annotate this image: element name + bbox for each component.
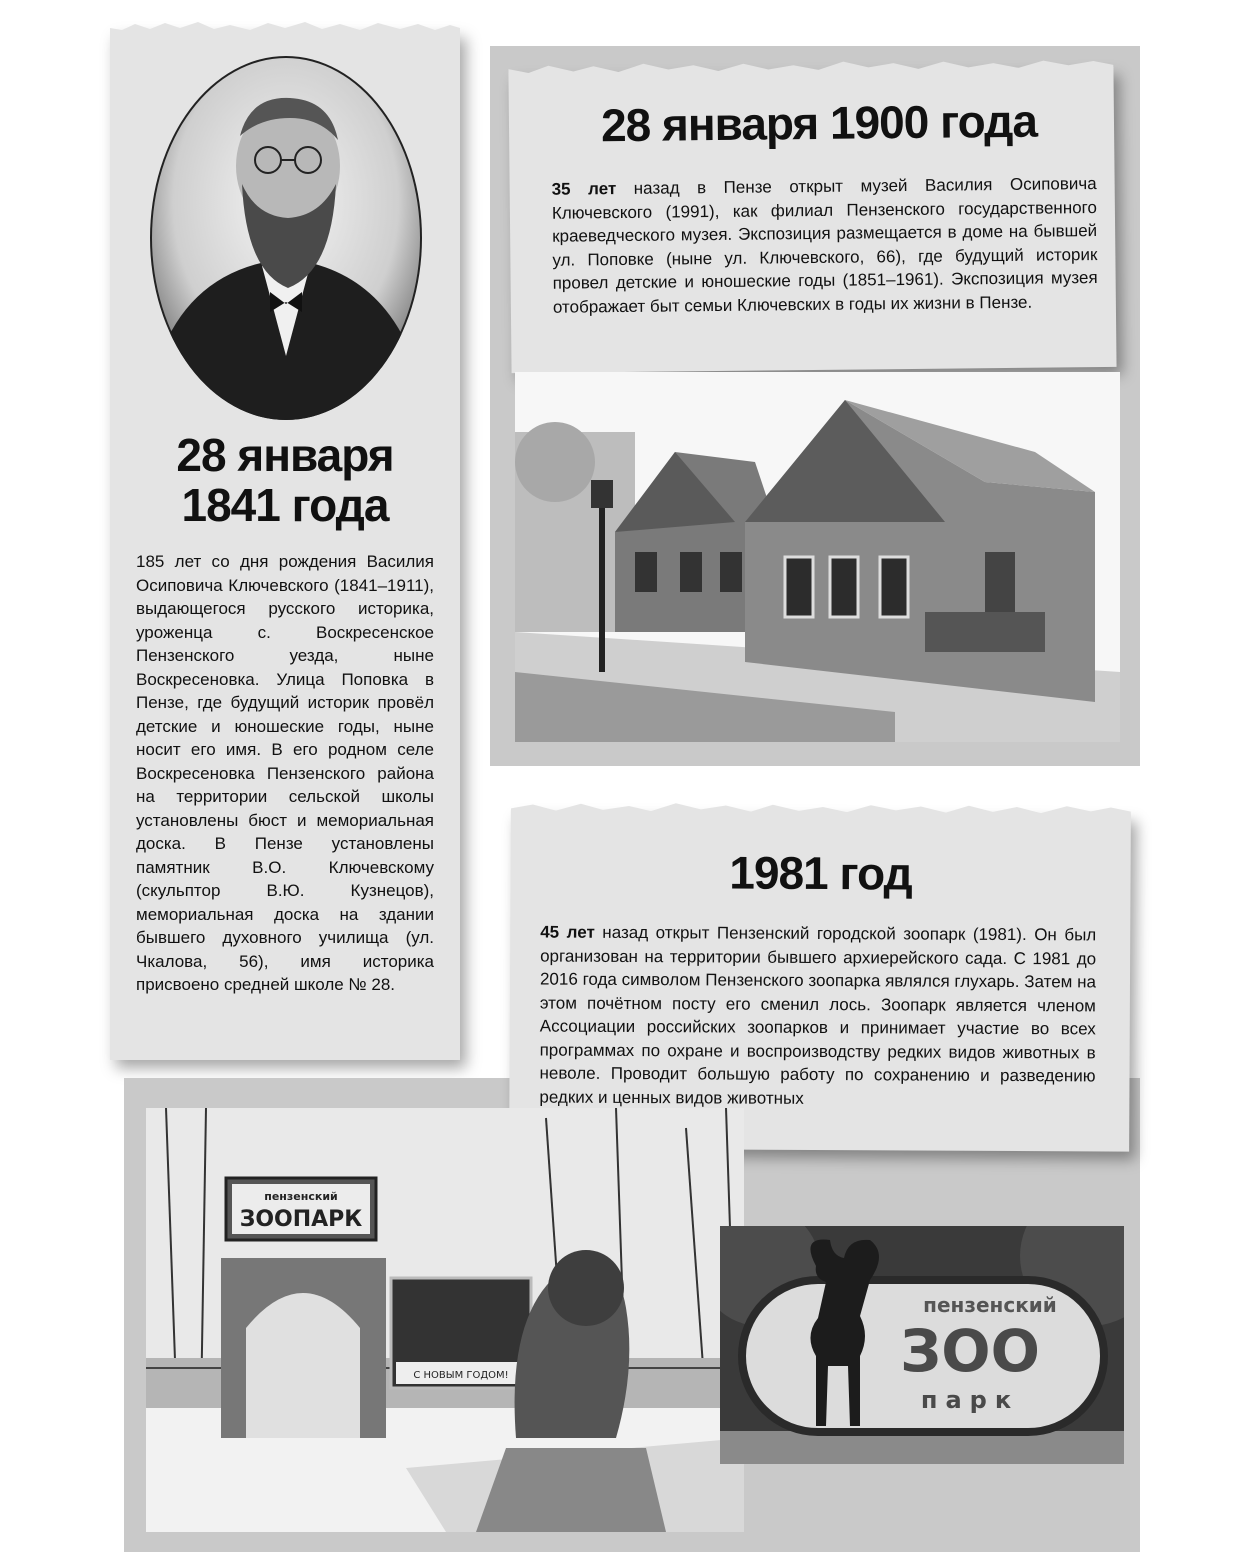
portrait-photo	[150, 56, 422, 420]
museum-body-text: назад в Пензе открыт музей Василия Осиповича Ключевского (1991), как филиал Пензенского государственного краеведческого музея. Экспозиция размещается в доме на бывшей ул. Поповке (ныне ул. Ключевского, 66), где будущий историк провел детские и юношеские годы (1851–1961). Экспозиция музея отображает быт семьи Ключевских в годы их жизни в Пензе.	[551, 174, 1098, 317]
logo-top: пензенский	[923, 1293, 1057, 1317]
gate-sign-top: пензенский	[264, 1190, 338, 1203]
museum-article-title: 28 января 1900 года	[600, 94, 1038, 152]
left-article-card	[110, 30, 460, 1060]
left-article-title	[110, 430, 460, 530]
zoo-article-body	[539, 921, 1096, 1112]
zoo-article-title: 1981 год	[729, 846, 912, 900]
torn-edge	[110, 20, 460, 38]
logo-bottom: парк	[920, 1386, 1020, 1414]
zoo-article-card	[509, 810, 1131, 1151]
zoo-gate-photo	[146, 1108, 744, 1532]
gate-banner: С НОВЫМ ГОДОМ!	[413, 1370, 509, 1381]
museum-lead: 35 лет	[551, 179, 617, 199]
logo-main: ЗОО	[900, 1317, 1040, 1385]
torn-edge	[511, 800, 1131, 821]
left-title-line1: 28 января	[176, 429, 394, 481]
museum-article-card	[508, 67, 1116, 373]
zoo-logo-photo	[720, 1226, 1124, 1464]
gate-sign-main: ЗООПАРК	[239, 1207, 363, 1232]
museum-house-photo	[515, 372, 1120, 742]
zoo-body-text: назад открыт Пензенский городской зоопарк (1981). Он был организован на территории бывшего архиерейского сада. С 1981 до 2016 года символом Пензенского зоопарка являлся глухарь. Затем на этом почётном посту его сменил лось. Зоопарк является членом Ассоциации российских зоопарков и принимает участие во всех программах по охране и воспроизводству редких видов животных в неволе. Проводит большую работу по сохранению и разведению редких и ценных видов животных	[539, 922, 1097, 1108]
left-article-body: 185 лет со дня рождения Василия Осиповича Ключевского (1841–1911), выдающегося русского историка, уроженца с. Воскресенское Пензенского уезда, ныне Воскресеновка. Улица Поповка в Пензе, где будущий историк провёл детские и юношеские годы, ныне носит его имя. В его родном селе Воскресеновка Пензенского района на территории сельской школы установлены бюст и мемориальная доска. В Пензе установлены памятник В.О. Ключевскому (скульптор В.Ю. Кузнецов), мемориальная доска на здании бывшего духовного училища (ул. Чкалова, 56), имя историка присвоено средней школе № 28.	[136, 552, 434, 994]
museum-article-body	[552, 172, 1098, 319]
zoo-lead: 45 лет	[540, 922, 595, 942]
left-title-line2: 1841 года	[181, 479, 389, 531]
